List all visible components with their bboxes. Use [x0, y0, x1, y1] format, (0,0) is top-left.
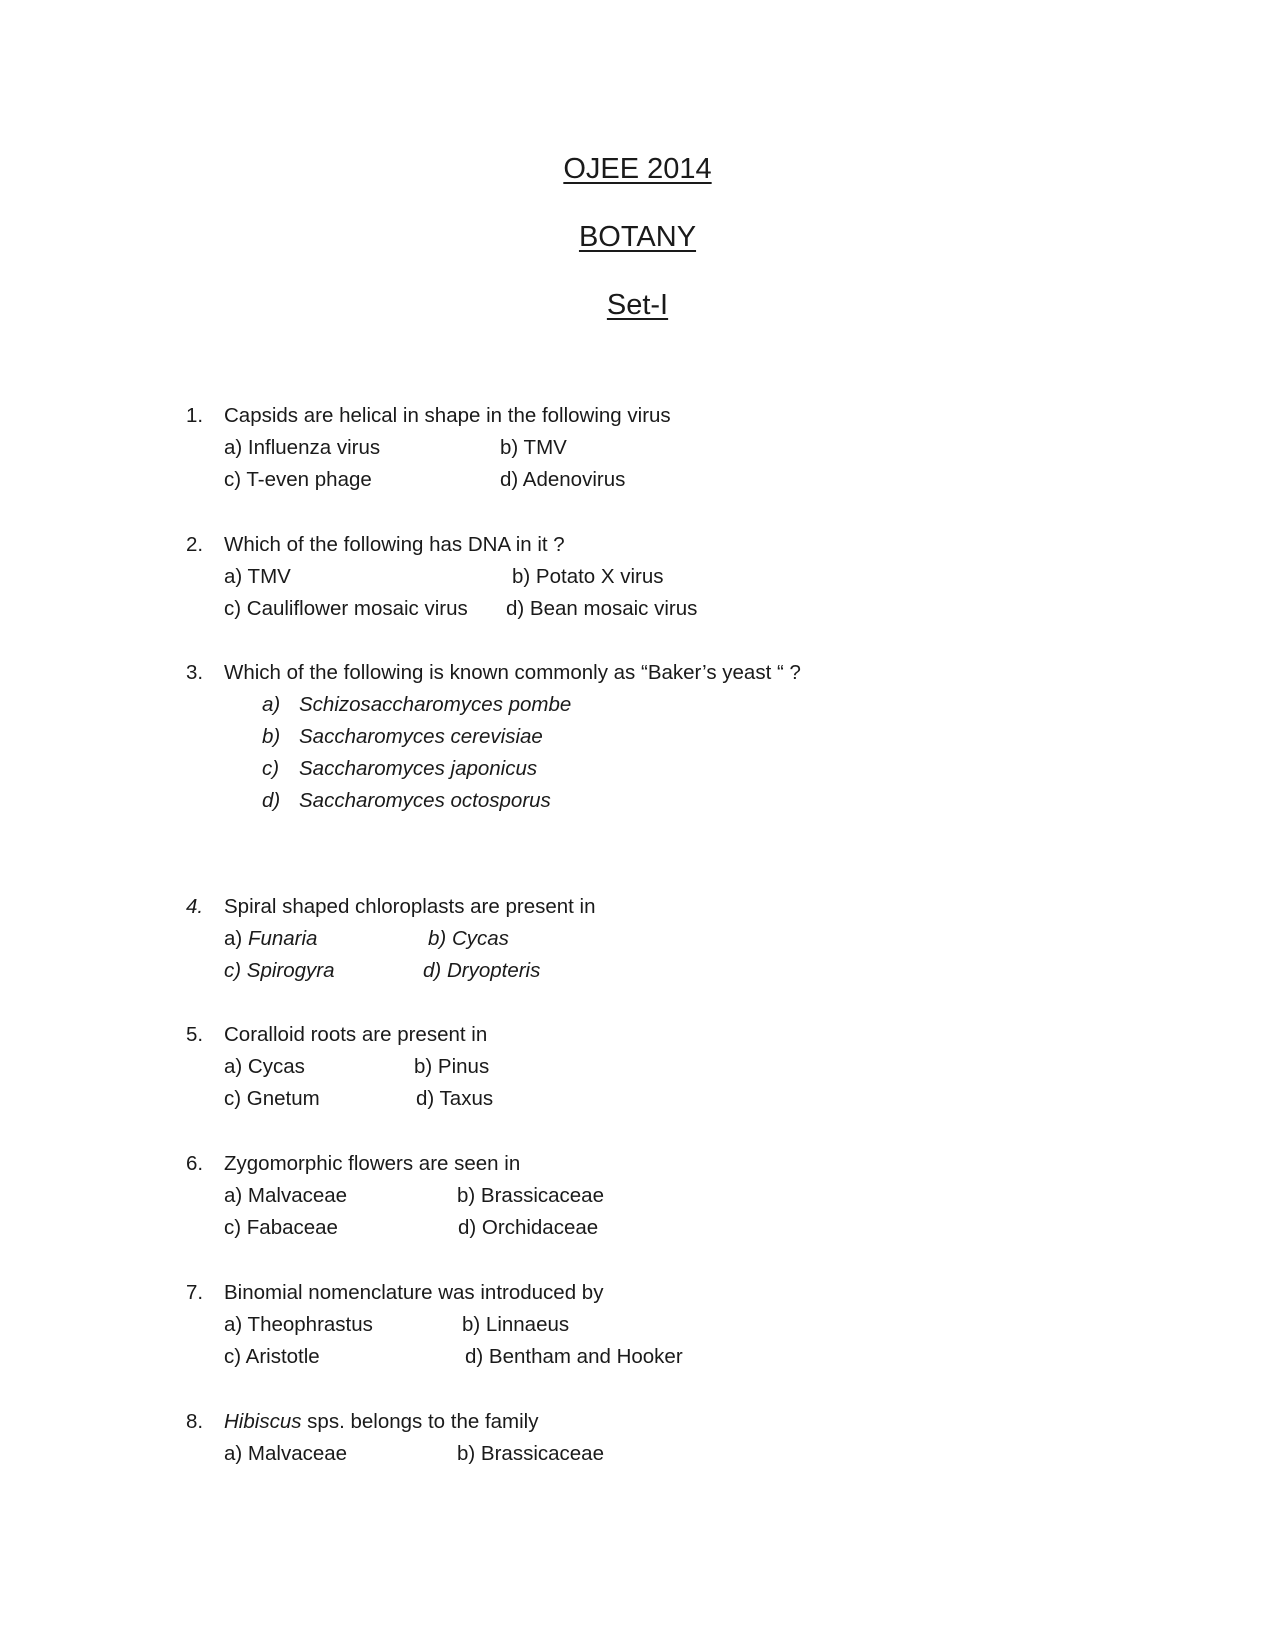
option-c: c) Gnetum: [224, 1087, 320, 1110]
option-c: c) T-even phage: [224, 468, 372, 491]
option-d: Saccharomyces octosporus: [299, 789, 551, 812]
option-b: Saccharomyces cerevisiae: [299, 725, 543, 748]
question-text: Spiral shaped chloroplasts are present in: [224, 895, 596, 918]
option-b: b) Linnaeus: [462, 1313, 570, 1336]
set-title: [0, 288, 1275, 322]
question-number: 8.: [186, 1410, 204, 1433]
option-b: [428, 925, 509, 953]
question-number: 1.: [186, 404, 204, 427]
option-d: d) Adenovirus: [500, 468, 626, 491]
option-name: Spirogyra: [246, 959, 335, 982]
question-number: 6.: [186, 1152, 204, 1175]
option-c: c) Cauliflower mosaic virus: [224, 597, 468, 620]
option-letter: a): [262, 693, 281, 716]
option-a: Schizosaccharomyces pombe: [299, 693, 572, 716]
option-letter: b): [428, 927, 447, 950]
option-letter: a): [224, 927, 243, 950]
option-b: b) Brassicaceae: [457, 1442, 604, 1465]
exam-title: [0, 152, 1275, 186]
option-letter: b): [262, 725, 281, 748]
question-number: 7.: [186, 1281, 204, 1304]
option-a: a) Cycas: [224, 1055, 305, 1078]
question-text: Coralloid roots are present in: [224, 1023, 488, 1046]
subject-title: [0, 220, 1275, 254]
question-number: 3.: [186, 661, 204, 684]
option-a: [224, 925, 317, 953]
option-d: d) Bentham and Hooker: [465, 1345, 683, 1368]
question-number: 5.: [186, 1023, 204, 1046]
question-text: Which of the following is known commonly as “Baker’s yeast “ ?: [224, 661, 801, 684]
option-b: b) Pinus: [414, 1055, 490, 1078]
option-name: Dryopteris: [446, 959, 541, 982]
option-a: a) Influenza virus: [224, 436, 381, 459]
option-letter: c): [224, 959, 242, 982]
option-a: a) Theophrastus: [224, 1313, 373, 1336]
option-name: Cycas: [451, 927, 509, 950]
option-a: a) Malvaceae: [224, 1442, 348, 1465]
option-name: Funaria: [247, 927, 318, 950]
option-letter: d): [262, 789, 281, 812]
option-d: d) Bean mosaic virus: [506, 597, 698, 620]
option-d: d) Orchidaceae: [458, 1216, 599, 1239]
option-b: b) Potato X virus: [512, 565, 664, 588]
question-text-italic: Hibiscus: [224, 1410, 302, 1433]
option-d: d) Taxus: [416, 1087, 494, 1110]
option-letter: c): [262, 757, 280, 780]
question-text: Capsids are helical in shape in the following virus: [224, 404, 671, 427]
option-c: [224, 957, 335, 985]
option-d: [423, 957, 540, 985]
option-b: b) Brassicaceae: [457, 1184, 604, 1207]
question-text-rest: sps. belongs to the family: [301, 1410, 539, 1433]
set-title-text: Set-I: [606, 289, 669, 321]
option-a: a) Malvaceae: [224, 1184, 348, 1207]
question-text: [224, 1408, 538, 1436]
option-a: a) TMV: [224, 565, 291, 588]
option-c: c) Aristotle: [224, 1345, 320, 1368]
question-text: Binomial nomenclature was introduced by: [224, 1281, 604, 1304]
question-text: Which of the following has DNA in it ?: [224, 533, 565, 556]
question-number: 4.: [186, 895, 204, 918]
exam-title-text: OJEE 2014: [563, 153, 712, 185]
option-c: c) Fabaceae: [224, 1216, 338, 1239]
subject-title-text: BOTANY: [578, 221, 697, 253]
option-letter: d): [423, 959, 442, 982]
question-text: Zygomorphic flowers are seen in: [224, 1152, 521, 1175]
question-number: 2.: [186, 533, 204, 556]
option-b: b) TMV: [500, 436, 567, 459]
option-c: Saccharomyces japonicus: [299, 757, 538, 780]
